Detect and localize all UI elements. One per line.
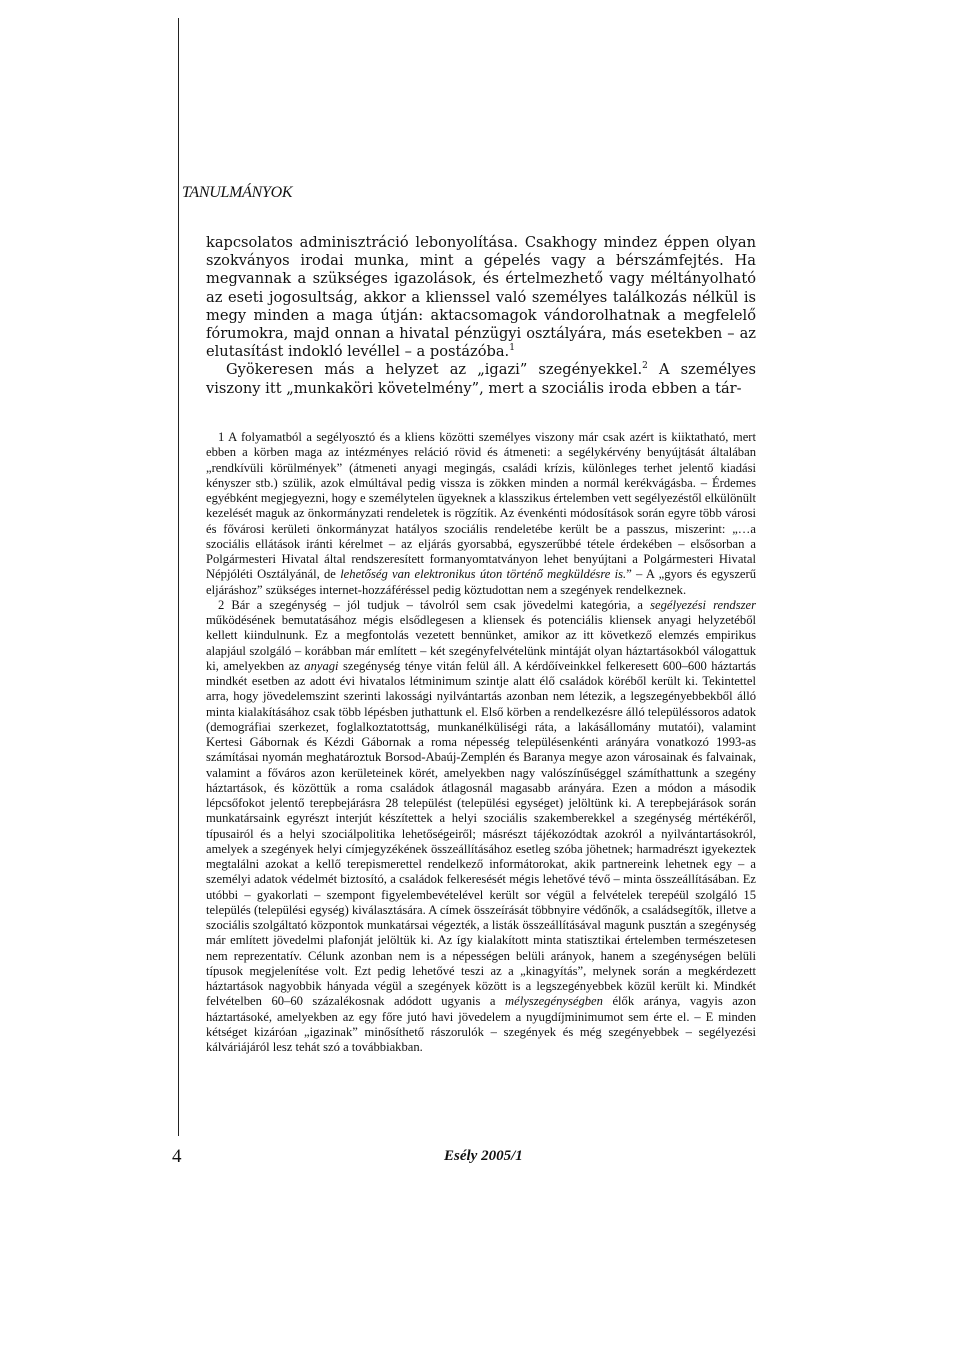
footnote-italic: lehetőség van elektronikus úton történő megküldésre is. <box>340 567 627 582</box>
footnote-text: szegénység ténye vitán felül áll. A kérdőíveinkkel felkeresett 600–600 háztartás mindkét esetben az adott évi hivatalos létminimum szintje alatt élő családok köréből került ki. Tekintettel arra, hogy jövedelemszint szerinti lakossági nyilvántartás azonban nem létezik, a legszegényebbekből álló minta kialakításához csak több lépésben juthattunk el. Első körben a rendelkezésre álló településsoros adatok (demográfiai szerkezet, foglalkoztatottság, munkanélküliségi ráta, a lakásállomány mutatói), valamint Kertesi Gábornak és Kézdi Gábornak a roma népesség településenkénti arányára vonatkozó 1993-as számításai nyomán meghatároztuk Borsod-Abaúj-Zemplén és Baranya megye azon városainak és falvainak, valamint a főváros azon kerületeinek körét, amelyekben nagy valószínűséggel számíthattunk a szegény háztartások, és közöttük a roma családok átlagosnál magasabb arányára. Ezen a módon a második lépcsőfokot jelentő terepbejárásra 28 települést (települési egységet) jelöltünk ki. A terepbejárások során munkatársaink egyrészt interjút készítettek a helyi szociális szakemberekkel a szegénység mértékéről, típusairól és a helyi szociálpolitika lehetőségeiről; másrészt tájékozódtak azokról a nyilvántartásokról, amelyek a szegények helyi címjegyzékének összeállításához esetleg szóba jöhetnek; harmadrészt igyekeztek megtalálni azokat a kellő terepismerettel rendelkező informátorokat, akik partnereink lehetnek egy – a személyi adatok védelmét biztosító, a családok felkeresését mégis lehetővé tévő – minta összeállításában. Ez utóbbi – gyakorlati – szempont figyelembevételével került sor végül a felvételek terepéül szolgáló 15 település (települési egység) kiválasztására. A címek összeírását többnyire védőnők, a családsegítők, illetve a szociális szolgáltató központok munkatársai végezték, a listák összeállításával magunk pusztán a szegénység már említett jövedelmi plafonját jelöltük ki. Az így kialakított minta statisztikai értelemben természetesen nem reprezentatív. Célunk azonban nem is a népességen belüli arányok, hanem a szegénységen belüli típusok megjelenítése volt. Ezt pedig lehetővé teszi az a „kinagyítás”, melynek során a megkérdezett háztartások nagyobbik hányada végül a szegények között is a legszegényebbek közül került ki. Mindkét felvételben 60–60 százalékosnak adódott ugyanis a <box>206 658 756 1009</box>
paragraph-text: Gyökeresen más a helyzet az „igazi” szegényekkel. <box>226 361 643 379</box>
page-number: 4 <box>172 1146 182 1167</box>
footnote-italic: mélyszegénységben <box>505 994 603 1009</box>
footnote-ref: 2 <box>642 361 648 372</box>
footnote-text: működésének bemutatásához mégis elsődlegesen a kliensek és potenciális kliensek anyagi helyzetéből kellett kiindulnunk. Ez a megfontolás vezetett bennünket, amikor az itt következő elemzés empirikus alapjául szolgáló – korábban már említett – két szegényfelvételünk mintáját olyan háztartásokból válogattuk ki, amelyekben az <box>206 613 756 673</box>
footnote-italic: anyagi <box>304 658 339 673</box>
footnote-2 <box>206 598 756 1056</box>
footnote-italic: segélyezési rendszer <box>650 597 756 612</box>
footnotes <box>206 430 756 1055</box>
main-text <box>206 234 756 398</box>
footnote-ref: 1 <box>509 343 515 354</box>
footnote-text: 2 Bár a szegénység – jól tudjuk – távolról sem csak jövedelmi kategória, a <box>218 597 651 612</box>
section-header: TANULMÁNYOK <box>182 184 293 201</box>
paragraph-text: kapcsolatos adminisztráció lebonyolítása. Csakhogy mindez éppen olyan szokványos irodai munka, mint a gépelés vagy a bérszámfejtés. Ha megvannak a szükséges igazolások, és értelmezhető vagy méltányolható az eseti jogosultság, akkor a klienssel való személyes találkozás nélkül is megy minden a maga útján: aktacsomagok vándorolhatnak a megfelelő fórumokra, majd onnan a hivatal pénzügyi osztályára, más esetekben – az elutasítást indokló levéllel – a postázóba. <box>206 234 756 361</box>
journal-title: Esély 2005/1 <box>444 1148 523 1164</box>
paragraph <box>206 361 756 397</box>
footnote-1 <box>206 430 756 598</box>
footnote-text: 1 A folyamatból a segélyosztó és a kliens közötti személyes viszony már csak azért is kiiktatható, mert ebben a körben maga az intézményes reláció rövid és átmeneti: a segélykérvény benyújtását általában „rendkívüli körülmények” (átmeneti anyagi megingás, családi krízis, különleges terhet jelentő kiadási kényszer stb.) szülik, azok elmúltával pedig vissza is zökken minden a normál kerékvágásba. – Érdemes egyébként megjegyezni, hogy e személytelen ügyeknek a klasszikus értelemben vett segélyezéstől elkülönült kezelését maguk az önkormányzati rendeletek is rögzítik. Az évenkénti módosítások során egyre több városi és fővárosi kerületi önkormányzat hatályos szociális rendeletébe került be a passzus, miszerint: „…a szociális ellátások iránti kérelmet – az eljárás gyorsabbá, egyszerűbbé tétele érdekében – elsősorban a Polgármesteri Hivatal által rendszeresített formanyomtatványon lehet benyújtani a Polgármesteri Hivatal Népjóléti Osztályánál, de <box>206 430 756 582</box>
paragraph <box>206 234 756 361</box>
footnote-text: élők aránya, vagyis azon háztartásoké, amelyekben az egy főre jutó havi jövedelem a nyugdíjminimumot sem érte el. – E minden kétséget kizáróan „igazinak” minősíthető rászorulók – szegények és még szegényebbek – segélyezési kálváriájáról lesz tehát szó a továbbiakban. <box>206 994 756 1054</box>
paragraph-text: A személyes viszony itt „munkaköri követelmény”, mert a szociális iroda ebben a tár- <box>206 361 756 397</box>
footnote-text: ” – A „gyors és egyszerű eljáráshoz” szükséges internet-hozzáféréssel pedig köztudottan nem a szegények rendelkeznek. <box>206 567 756 597</box>
margin-rule <box>178 18 179 1136</box>
